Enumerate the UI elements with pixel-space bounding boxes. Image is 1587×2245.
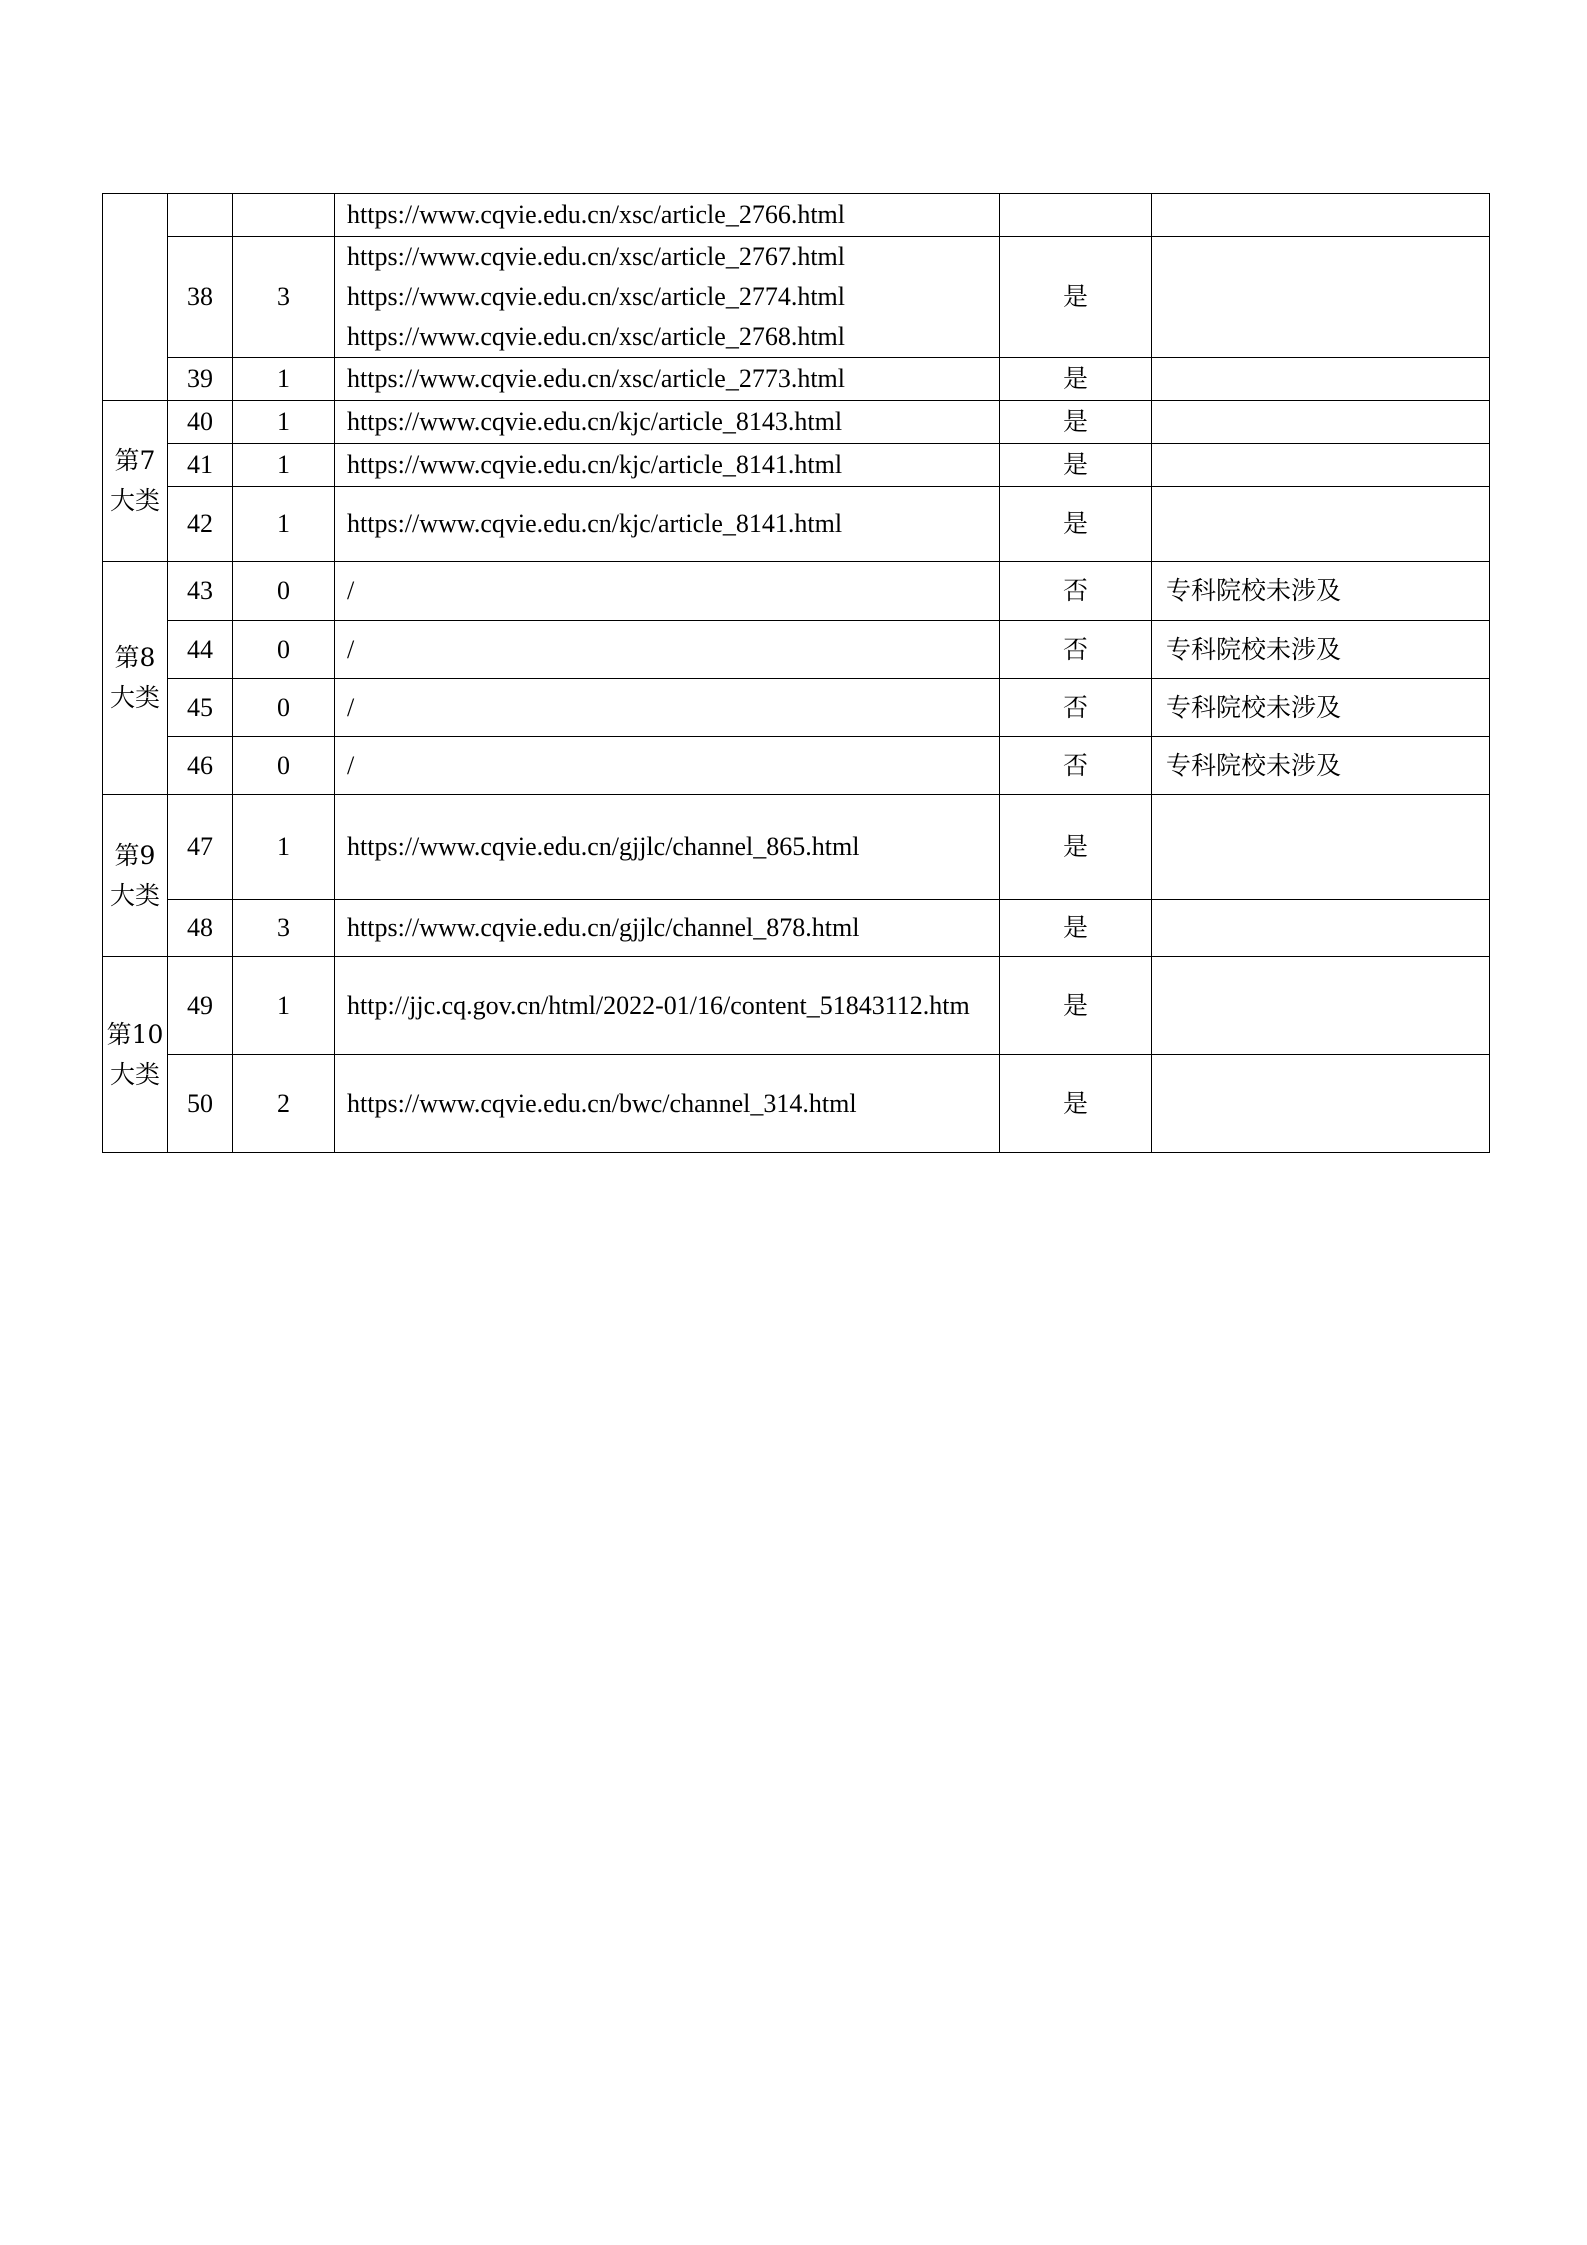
item-count: 3 — [233, 900, 335, 957]
url-cell — [335, 444, 1000, 487]
category-cell: 第7大类 — [103, 401, 168, 562]
remark-cell — [1152, 358, 1490, 401]
item-count: 1 — [233, 401, 335, 444]
url-link[interactable]: https://www.cqvie.edu.cn/xsc/article_2774.html — [347, 282, 845, 311]
published-flag: 是 — [1000, 795, 1152, 900]
remark-cell — [1152, 1055, 1490, 1153]
url-link[interactable]: https://www.cqvie.edu.cn/xsc/article_2766.html — [347, 200, 845, 229]
published-flag: 是 — [1000, 900, 1152, 957]
disclosure-table — [102, 193, 1490, 1153]
remark-cell: 专科院校未涉及 — [1152, 621, 1490, 679]
item-number: 44 — [168, 621, 233, 679]
category-cell: 第8大类 — [103, 562, 168, 795]
item-count: 1 — [233, 444, 335, 487]
remark-cell — [1152, 957, 1490, 1055]
url-cell — [335, 737, 1000, 795]
url-link[interactable]: https://www.cqvie.edu.cn/xsc/article_2768.html — [347, 322, 845, 351]
published-flag: 是 — [1000, 358, 1152, 401]
table-row — [103, 679, 1490, 737]
published-flag: 是 — [1000, 1055, 1152, 1153]
url-cell — [335, 621, 1000, 679]
item-number: 47 — [168, 795, 233, 900]
url-cell — [335, 957, 1000, 1055]
item-number: 41 — [168, 444, 233, 487]
item-number: 48 — [168, 900, 233, 957]
remark-cell — [1152, 487, 1490, 562]
category-cell — [103, 194, 168, 401]
url-link: / — [347, 750, 355, 780]
published-flag: 是 — [1000, 444, 1152, 487]
item-number: 49 — [168, 957, 233, 1055]
item-count: 2 — [233, 1055, 335, 1153]
url-cell — [335, 487, 1000, 562]
url-link: / — [347, 692, 355, 722]
url-cell — [335, 679, 1000, 737]
published-flag: 否 — [1000, 562, 1152, 621]
item-count: 1 — [233, 957, 335, 1055]
published-flag: 否 — [1000, 621, 1152, 679]
item-number: 45 — [168, 679, 233, 737]
item-count: 1 — [233, 487, 335, 562]
item-count — [233, 194, 335, 237]
remark-cell — [1152, 795, 1490, 900]
url-cell — [335, 237, 1000, 358]
table-row — [103, 358, 1490, 401]
url-link[interactable]: http://jjc.cq.gov.cn/html/2022-01/16/content_51843112.htm — [347, 990, 970, 1020]
url-cell — [335, 562, 1000, 621]
url-link[interactable]: https://www.cqvie.edu.cn/kjc/article_8143.html — [347, 407, 843, 436]
item-number: 38 — [168, 237, 233, 358]
remark-cell: 专科院校未涉及 — [1152, 679, 1490, 737]
url-cell — [335, 900, 1000, 957]
url-cell — [335, 1055, 1000, 1153]
remark-cell — [1152, 401, 1490, 444]
url-link[interactable]: https://www.cqvie.edu.cn/bwc/channel_314.html — [347, 1088, 857, 1118]
table-row — [103, 737, 1490, 795]
table-row — [103, 795, 1490, 900]
category-cell: 第10大类 — [103, 957, 168, 1153]
url-link[interactable]: https://www.cqvie.edu.cn/gjjlc/channel_865.html — [347, 832, 860, 861]
item-count: 1 — [233, 795, 335, 900]
item-number: 50 — [168, 1055, 233, 1153]
published-flag: 是 — [1000, 957, 1152, 1055]
published-flag: 是 — [1000, 401, 1152, 444]
item-number: 40 — [168, 401, 233, 444]
url-link[interactable]: https://www.cqvie.edu.cn/gjjlc/channel_878.html — [347, 913, 860, 942]
table-row — [103, 900, 1490, 957]
table-row — [103, 621, 1490, 679]
item-number: 43 — [168, 562, 233, 621]
url-link[interactable]: https://www.cqvie.edu.cn/xsc/article_2767.html — [347, 242, 845, 271]
item-number: 46 — [168, 737, 233, 795]
url-link[interactable]: https://www.cqvie.edu.cn/kjc/article_8141.html — [347, 450, 843, 479]
item-count: 1 — [233, 358, 335, 401]
item-count: 0 — [233, 737, 335, 795]
url-link[interactable]: https://www.cqvie.edu.cn/kjc/article_8141.html — [347, 509, 843, 538]
table-row — [103, 957, 1490, 1055]
table-row — [103, 444, 1490, 487]
table-row — [103, 487, 1490, 562]
published-flag — [1000, 194, 1152, 237]
url-cell — [335, 795, 1000, 900]
published-flag: 否 — [1000, 737, 1152, 795]
table-row — [103, 401, 1490, 444]
remark-cell — [1152, 194, 1490, 237]
url-link: / — [347, 576, 355, 605]
remark-cell — [1152, 237, 1490, 358]
item-count: 0 — [233, 562, 335, 621]
url-link: / — [347, 634, 355, 664]
table-row — [103, 562, 1490, 621]
item-number: 39 — [168, 358, 233, 401]
category-cell: 第9大类 — [103, 795, 168, 957]
remark-cell — [1152, 444, 1490, 487]
table-row — [103, 1055, 1490, 1153]
published-flag: 否 — [1000, 679, 1152, 737]
url-cell — [335, 401, 1000, 444]
item-count: 3 — [233, 237, 335, 358]
remark-cell — [1152, 900, 1490, 957]
table-row — [103, 194, 1490, 237]
published-flag: 是 — [1000, 237, 1152, 358]
table-row — [103, 237, 1490, 358]
url-cell — [335, 358, 1000, 401]
item-count: 0 — [233, 621, 335, 679]
item-number — [168, 194, 233, 237]
item-count: 0 — [233, 679, 335, 737]
remark-cell: 专科院校未涉及 — [1152, 737, 1490, 795]
url-cell — [335, 194, 1000, 237]
remark-cell: 专科院校未涉及 — [1152, 562, 1490, 621]
item-number: 42 — [168, 487, 233, 562]
url-link[interactable]: https://www.cqvie.edu.cn/xsc/article_2773.html — [347, 364, 845, 393]
published-flag: 是 — [1000, 487, 1152, 562]
